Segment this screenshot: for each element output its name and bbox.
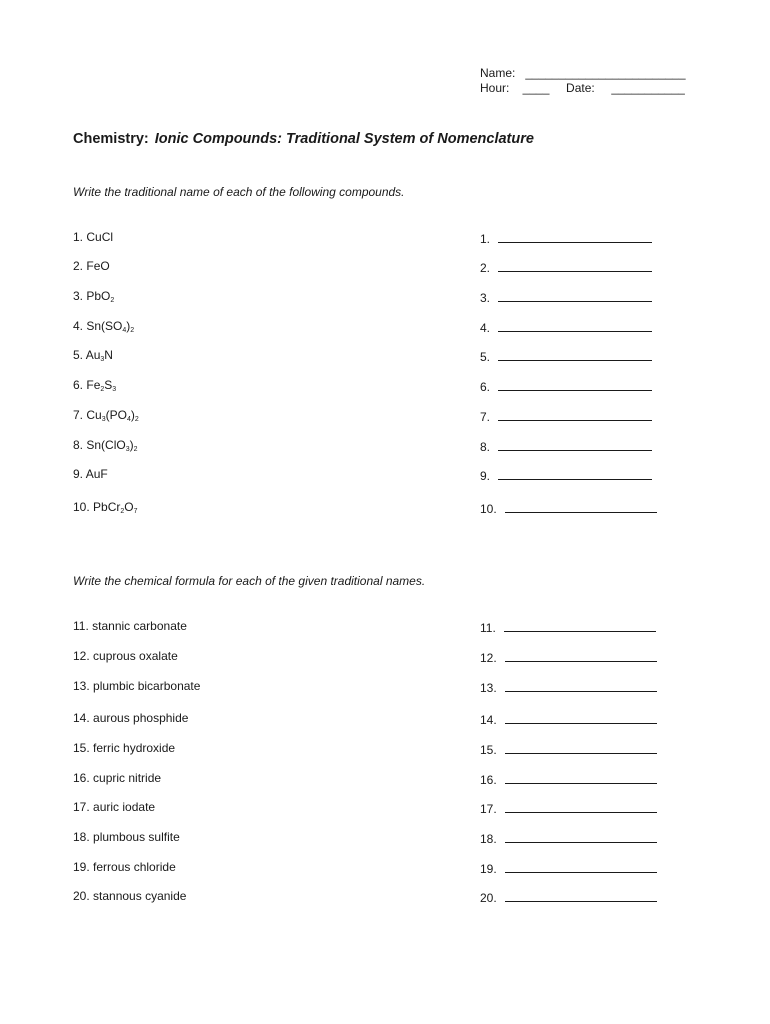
question-row <box>0 771 770 789</box>
question-row <box>0 679 770 697</box>
question-text <box>86 438 137 452</box>
student-info-header <box>480 66 686 96</box>
formula-subscript: 2 <box>100 386 105 393</box>
question-row <box>0 830 770 848</box>
formula-subscript: 2 <box>110 297 115 304</box>
answer-number: 3. <box>480 291 491 305</box>
answer-number: 17. <box>480 802 497 816</box>
question-number: 7. <box>73 408 84 422</box>
answer-area <box>480 348 652 364</box>
answer-blank[interactable] <box>505 771 657 784</box>
answer-number: 20. <box>480 891 497 905</box>
answer-area <box>480 378 652 394</box>
answer-blank[interactable] <box>505 889 657 902</box>
question-text <box>93 679 200 693</box>
answer-number: 4. <box>480 321 491 335</box>
answer-blank[interactable] <box>498 378 652 391</box>
question-number: 18. <box>73 830 90 844</box>
question-number: 10. <box>73 500 90 514</box>
formula-text: ferrous chloride <box>93 860 176 874</box>
question-number: 8. <box>73 438 84 452</box>
answer-blank[interactable] <box>498 289 652 302</box>
question-prompt <box>73 289 114 304</box>
question-prompt <box>73 259 110 273</box>
answer-area <box>480 771 657 787</box>
answer-number: 12. <box>480 651 497 665</box>
answer-area <box>480 319 652 335</box>
formula-text: stannic carbonate <box>92 619 187 633</box>
question-prompt <box>73 619 187 633</box>
answer-area <box>480 408 652 424</box>
answer-number: 7. <box>480 410 491 424</box>
answer-number: 19. <box>480 862 497 876</box>
question-row <box>0 889 770 907</box>
answer-area <box>480 500 657 516</box>
formula-text: ) <box>126 319 131 333</box>
question-row <box>0 467 770 485</box>
answer-area <box>480 711 657 727</box>
formula-subscript: 2 <box>120 508 125 515</box>
formula-subscript: 4 <box>122 327 127 334</box>
formula-text: Fe <box>86 378 101 392</box>
question-row <box>0 348 770 366</box>
formula-text: plumbous sulfite <box>93 830 180 844</box>
formula-text: N <box>104 348 113 362</box>
answer-number: 13. <box>480 681 497 695</box>
answer-area <box>480 889 657 905</box>
question-number: 1. <box>73 230 84 244</box>
question-row <box>0 289 770 307</box>
question-text <box>93 800 155 814</box>
formula-subscript: 7 <box>133 508 138 515</box>
answer-number: 18. <box>480 832 497 846</box>
answer-area <box>480 800 657 816</box>
answer-blank[interactable] <box>505 830 657 843</box>
question-number: 4. <box>73 319 84 333</box>
formula-subscript: 3 <box>112 386 117 393</box>
question-prompt <box>73 319 134 334</box>
question-prompt <box>73 230 113 244</box>
question-number: 11. <box>73 619 89 633</box>
formula-text: Sn(ClO <box>86 438 126 452</box>
question-number: 16. <box>73 771 90 785</box>
answer-blank[interactable] <box>498 467 652 480</box>
formula-text: AuF <box>85 467 108 481</box>
answer-number: 16. <box>480 773 497 787</box>
answer-blank[interactable] <box>498 230 652 243</box>
question-row <box>0 860 770 878</box>
formula-text: cuprous oxalate <box>93 649 178 663</box>
question-row <box>0 500 770 518</box>
question-text <box>86 348 113 362</box>
question-prompt <box>73 467 108 481</box>
formula-text: (PO <box>105 408 127 422</box>
answer-number: 9. <box>480 469 491 483</box>
question-text <box>93 860 176 874</box>
question-text <box>93 711 188 725</box>
formula-text: auric iodate <box>93 800 156 814</box>
answer-area <box>480 259 652 275</box>
formula-text: PbCr <box>93 500 121 514</box>
formula-text: PbO <box>86 289 111 303</box>
formula-text: aurous phosphide <box>93 711 189 725</box>
answer-blank[interactable] <box>498 319 652 332</box>
answer-number: 5. <box>480 350 491 364</box>
question-number: 17. <box>73 800 90 814</box>
question-text <box>86 467 108 481</box>
question-prompt <box>73 438 138 453</box>
question-prompt <box>73 679 200 693</box>
question-prompt <box>73 408 139 423</box>
question-number: 3. <box>73 289 84 303</box>
question-row <box>0 800 770 818</box>
question-row <box>0 230 770 248</box>
answer-blank[interactable] <box>505 679 657 692</box>
answer-area <box>480 679 657 695</box>
answer-blank[interactable] <box>498 348 652 361</box>
question-prompt <box>73 649 178 663</box>
question-prompt <box>73 889 186 903</box>
question-row <box>0 741 770 759</box>
answer-blank[interactable] <box>505 800 657 813</box>
question-text <box>93 741 175 755</box>
question-prompt <box>73 860 176 874</box>
question-prompt <box>73 771 161 785</box>
section1-instructions: Write the traditional name of each of the following compounds. <box>73 185 405 199</box>
question-number: 2. <box>73 259 84 273</box>
question-text <box>93 649 178 663</box>
answer-area <box>480 830 657 846</box>
formula-text: FeO <box>86 259 110 273</box>
answer-number: 6. <box>480 380 491 394</box>
question-number: 12. <box>73 649 90 663</box>
answer-number: 10. <box>480 502 497 516</box>
formula-subscript: 2 <box>130 327 135 334</box>
formula-subscript: 3 <box>100 356 105 363</box>
formula-subscript: 4 <box>126 416 131 423</box>
question-text <box>86 378 116 392</box>
answer-area <box>480 467 652 483</box>
formula-text: CuCl <box>86 230 114 244</box>
answer-area <box>480 860 657 876</box>
title-topic: Ionic Compounds: Traditional System of Nomenclature <box>154 131 534 147</box>
question-number: 9. <box>73 467 84 481</box>
question-text <box>86 319 134 333</box>
formula-subscript: 2 <box>133 446 138 453</box>
question-text <box>93 500 138 514</box>
formula-text: ) <box>129 438 134 452</box>
question-row <box>0 378 770 396</box>
question-text <box>86 289 114 303</box>
question-row <box>0 319 770 337</box>
formula-text: O <box>124 500 134 514</box>
answer-blank[interactable] <box>504 619 656 632</box>
question-row <box>0 408 770 426</box>
question-row <box>0 711 770 729</box>
question-row <box>0 649 770 667</box>
answer-blank[interactable] <box>505 741 657 754</box>
formula-text: stannous cyanide <box>93 889 187 903</box>
answer-area <box>480 619 656 635</box>
question-row <box>0 438 770 456</box>
question-prompt <box>73 348 113 363</box>
question-prompt <box>73 741 175 755</box>
question-number: 20. <box>73 889 90 903</box>
answer-blank[interactable] <box>505 860 657 873</box>
question-prompt <box>73 830 180 844</box>
answer-blank[interactable] <box>498 259 652 272</box>
answer-area <box>480 649 657 665</box>
formula-text: plumbic bicarbonate <box>93 679 201 693</box>
question-text <box>92 619 187 633</box>
formula-text: S <box>104 378 113 392</box>
answer-area <box>480 438 652 454</box>
question-text <box>86 259 109 273</box>
answer-number: 2. <box>480 261 491 275</box>
title-subject: Chemistry: <box>73 131 149 147</box>
name-line[interactable]: Name: ________________________ <box>480 66 686 80</box>
formula-text: Au <box>85 348 101 362</box>
formula-text: Sn(SO <box>86 319 123 333</box>
answer-blank[interactable] <box>505 649 657 662</box>
formula-subscript: 3 <box>125 446 130 453</box>
formula-text: ferric hydroxide <box>93 741 176 755</box>
answer-number: 1. <box>480 232 491 246</box>
question-number: 14. <box>73 711 90 725</box>
question-row <box>0 619 770 637</box>
answer-blank[interactable] <box>498 408 652 421</box>
section2-instructions: Write the chemical formula for each of the given traditional names. <box>73 574 426 588</box>
answer-blank[interactable] <box>505 711 657 724</box>
answer-blank[interactable] <box>498 438 652 451</box>
formula-subscript: 2 <box>134 416 139 423</box>
question-number: 19. <box>73 860 90 874</box>
worksheet-title <box>73 131 534 147</box>
answer-area <box>480 230 652 246</box>
question-prompt <box>73 500 138 515</box>
question-text <box>93 830 180 844</box>
question-text <box>86 230 113 244</box>
question-number: 6. <box>73 378 84 392</box>
formula-subscript: 3 <box>101 416 106 423</box>
question-number: 5. <box>73 348 84 362</box>
answer-number: 14. <box>480 713 497 727</box>
answer-number: 15. <box>480 743 497 757</box>
question-prompt <box>73 378 116 393</box>
formula-text: Cu <box>86 408 102 422</box>
question-text <box>93 771 161 785</box>
question-text <box>93 889 186 903</box>
question-text <box>86 408 138 422</box>
question-number: 15. <box>73 741 90 755</box>
formula-text: ) <box>130 408 135 422</box>
hour-date-line[interactable]: Hour: ____ Date: ___________ <box>480 81 685 95</box>
question-prompt <box>73 711 188 725</box>
question-number: 13. <box>73 679 90 693</box>
question-prompt <box>73 800 155 814</box>
answer-blank[interactable] <box>505 500 657 513</box>
answer-area <box>480 741 657 757</box>
question-row <box>0 259 770 277</box>
answer-number: 11. <box>480 621 496 635</box>
answer-area <box>480 289 652 305</box>
answer-number: 8. <box>480 440 491 454</box>
formula-text: cupric nitride <box>93 771 162 785</box>
